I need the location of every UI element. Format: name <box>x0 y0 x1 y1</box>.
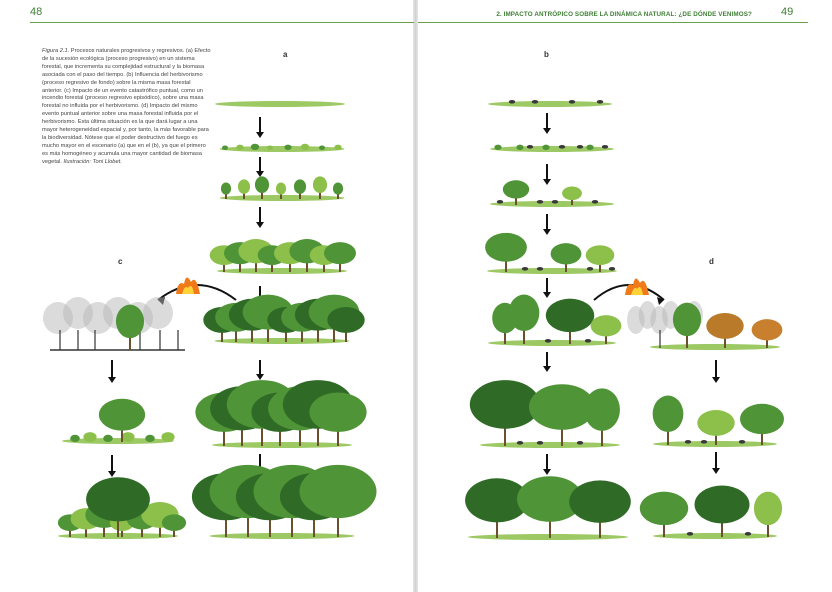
tree-icon <box>695 486 750 538</box>
panel-b-label: b <box>544 50 549 59</box>
herbivore-icon <box>497 200 503 204</box>
tree-icon <box>706 313 743 348</box>
tree-icon <box>327 307 364 342</box>
herbivore-icon <box>587 267 593 271</box>
tree-icon <box>470 380 540 446</box>
herbivore-icon <box>537 267 543 271</box>
tree-icon <box>162 514 186 537</box>
herbivore-icon <box>537 200 543 204</box>
shrub-icon <box>161 432 174 442</box>
arrow-head-icon <box>108 471 116 477</box>
tree-icon <box>485 233 527 272</box>
grass-strip <box>480 442 620 448</box>
shrub-icon <box>103 435 113 442</box>
shrub-icon <box>334 145 341 150</box>
herbivore-icon <box>517 441 523 445</box>
shrub-icon <box>145 435 155 442</box>
herbivore-icon <box>532 100 538 104</box>
herbivore-icon <box>597 100 603 104</box>
tree-icon <box>569 480 631 538</box>
herbivore-icon <box>559 145 565 149</box>
grass-strip <box>468 534 628 540</box>
tree-icon <box>584 388 620 446</box>
arrow-head-icon <box>712 468 720 474</box>
herbivore-icon <box>687 532 693 536</box>
herbivore-icon <box>685 440 691 444</box>
arrow-head-icon <box>256 171 264 177</box>
herbivore-icon <box>577 441 583 445</box>
herbivore-icon <box>585 339 591 343</box>
shrub-icon <box>121 432 134 442</box>
herbivore-icon <box>701 440 707 444</box>
shrub-icon <box>284 145 291 150</box>
tree-icon <box>697 410 734 445</box>
shrub-icon <box>83 432 96 442</box>
smoke-icon <box>143 297 173 329</box>
tree-icon <box>754 492 782 537</box>
grass-strip <box>217 268 347 274</box>
arrow-head-icon <box>256 374 264 380</box>
arrow-head-icon <box>543 292 551 298</box>
herbivore-icon <box>545 339 551 343</box>
grass-strip <box>215 101 345 107</box>
tree-icon <box>465 478 529 538</box>
shrub-icon <box>236 145 243 150</box>
right-page-number: 49 <box>781 6 794 18</box>
figure-caption-label: Figura 2.1. <box>42 48 70 54</box>
grass-strip <box>215 338 350 344</box>
panel-a-label: a <box>283 50 288 59</box>
shrub-icon <box>251 144 259 150</box>
panel-d-label: d <box>709 257 714 266</box>
herbivore-icon <box>739 440 745 444</box>
shrub-icon <box>222 146 228 151</box>
tree-icon <box>300 465 377 537</box>
tree-icon <box>752 319 783 348</box>
herbivore-icon <box>522 267 528 271</box>
shrub-icon <box>267 146 273 151</box>
arrow-head-icon <box>543 179 551 185</box>
shrub-icon <box>586 145 593 150</box>
grass-strip <box>488 340 616 346</box>
shrub-icon <box>516 145 523 150</box>
shrub-icon <box>301 144 309 150</box>
tree-icon <box>740 404 784 445</box>
tree-icon <box>324 242 356 272</box>
arrow-head-icon <box>543 366 551 372</box>
left-page-number: 48 <box>30 6 43 18</box>
tree-icon <box>640 492 688 537</box>
grass-strip <box>210 533 355 539</box>
herbivore-icon <box>527 145 533 149</box>
herbivore-icon <box>592 200 598 204</box>
grass-strip <box>650 344 780 350</box>
herbivore-icon <box>509 100 515 104</box>
arrow-head-icon <box>543 469 551 475</box>
herbivore-icon <box>569 100 575 104</box>
arrow-head-icon <box>712 377 720 383</box>
tree-icon <box>551 243 582 272</box>
arrow-head-icon <box>256 222 264 228</box>
tree-icon <box>673 303 701 348</box>
arrow-head-icon <box>256 132 264 138</box>
arrow-head-icon <box>543 128 551 134</box>
grass-strip <box>212 442 352 448</box>
shrub-icon <box>542 145 549 150</box>
herbivore-icon <box>602 145 608 149</box>
grass-strip <box>488 101 612 107</box>
tree-icon <box>503 180 529 205</box>
arrow-head-icon <box>543 229 551 235</box>
figure-caption-credit: Ilustración: Toni Llobet. <box>63 158 122 165</box>
tree-icon <box>546 299 594 344</box>
shrub-icon <box>319 146 325 151</box>
panel-c-label: c <box>118 257 123 266</box>
arrow-head-icon <box>108 377 116 383</box>
tree-icon <box>591 315 622 344</box>
running-header: 2. IMPACTO ANTRÓPICO SOBRE LA DINÁMICA NATURAL: ¿DE DÓNDE VENIMOS? <box>496 11 752 18</box>
herbivore-icon <box>552 200 558 204</box>
tree-icon <box>653 396 684 445</box>
grass-strip <box>653 533 777 539</box>
shrub-icon <box>494 145 501 150</box>
figure-caption-text: Procesos naturales progresivos y regresivos. (a) Efecto de la sucesión ecológica (proceso progresivo) en un sistema forestal, que incrementa su complejidad estructural y la biomasa asociada con el paso del tiempo. (b) Influencia del herbivorismo (proceso regresivo de fondo) sobre la misma masa forestal anterior. (c) Impacto de un evento catastrófico puntual, como un incendio forestal (proceso regresivo episódico), sobre una masa forestal no influida por el herbivorismo. (d) Impacto del mismo evento puntual anterior sobre una masa forestal influida por el herbivorismo. Esta última situación es la que dará lugar a una mayor heterogeneidad espacial y, por tanto, la más favorable para la biodiversidad. Nótese que el poder destructivo del fuego es mucho mayor en el escenario (a) que en el (b), ya que el primero es más homogéneo y acumula una mayor cantidad de biomasa vegetal. <box>42 48 211 165</box>
grass-strip <box>490 146 614 152</box>
shrub-icon <box>70 435 80 442</box>
herbivore-icon <box>577 145 583 149</box>
herbivore-icon <box>609 267 615 271</box>
herbivore-icon <box>745 532 751 536</box>
tree-icon <box>509 295 540 344</box>
herbivore-icon <box>537 441 543 445</box>
